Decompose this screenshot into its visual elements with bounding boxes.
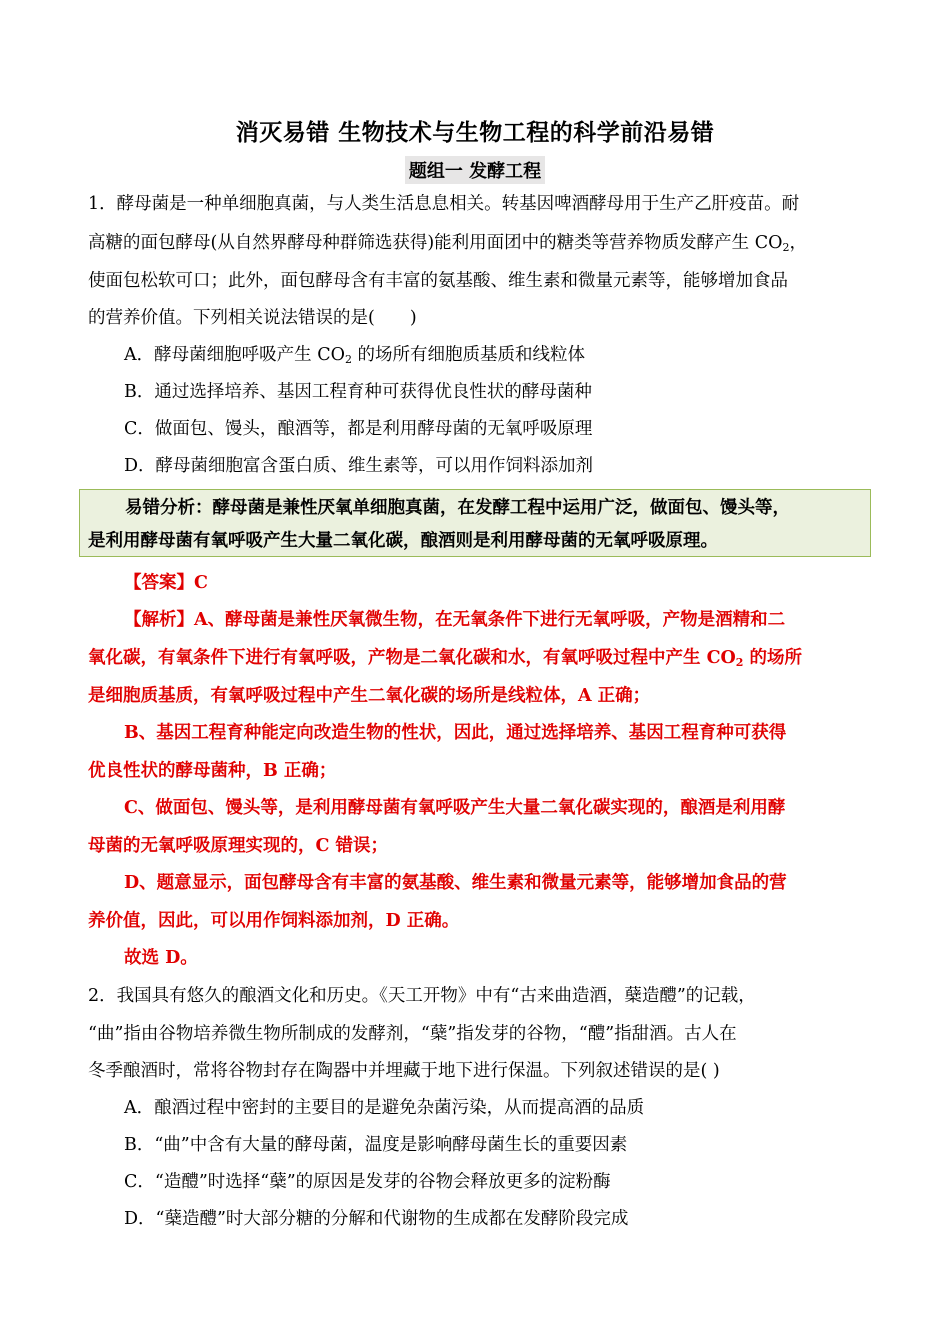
explanation-line-6: C、做面包、馒头等，是利用酵母菌有氧呼吸产生大量二氧化碳实现的，酿酒是利用酵 <box>124 798 786 818</box>
explanation-line-4: B、基因工程育种能定向改造生物的性状，因此，通过选择培养、基因工程育种可获得 <box>124 723 787 743</box>
analysis-line-2: 是利用酵母菌有氧呼吸产生大量二氧化碳，酿酒则是利用酵母菌的无氧呼吸原理。 <box>88 531 718 551</box>
q2-stem-line-1: 2．我国具有悠久的酿酒文化和历史。《天工开物》中有“古来曲造酒，蘖造醴”的记载， <box>88 986 756 1006</box>
explanation-line-2-sub: 2 <box>735 656 744 669</box>
q1-stem-line-2-text: 高糖的面包酵母(从自然界酵母种群筛选获得)能利用面团中的糖类等营养物质发酵产生 CO <box>88 233 783 253</box>
q2-option-d: D．“蘖造醴”时大部分糖的分解和代谢物的生成都在发酵阶段完成 <box>124 1209 629 1229</box>
explanation-line-2-tail: 的场所 <box>743 648 803 668</box>
explanation-line-5: 优良性状的酵母菌种，B 正确； <box>88 761 337 781</box>
q1-stem-line-2-tail: ， <box>789 233 807 253</box>
q2-stem-line-3: 冬季酿酒时，常将谷物封存在陶器中并埋藏于地下进行保温。下列叙述错误的是( ) <box>88 1061 720 1081</box>
explanation-line-8: D、题意显示，面包酵母含有丰富的氨基酸、维生素和微量元素等，能够增加食品的营 <box>124 873 787 893</box>
q2-stem-line-2: “曲”指由谷物培养微生物所制成的发酵剂，“蘖”指发芽的谷物，“醴”指甜酒。古人在 <box>88 1024 737 1044</box>
explanation-line-7: 母菌的无氧呼吸原理实现的，C 错误； <box>88 836 389 856</box>
q2-option-b: B．“曲”中含有大量的酵母菌，温度是影响酵母菌生长的重要因素 <box>124 1135 628 1155</box>
section-heading-text: 题组一 发酵工程 <box>405 156 545 184</box>
error-analysis-box <box>79 489 871 557</box>
analysis-line-1: 易错分析：酵母菌是兼性厌氧单细胞真菌，在发酵工程中运用广泛，做面包、馒头等， <box>125 498 790 518</box>
q1-stem-line-1: 1．酵母菌是一种单细胞真菌，与人类生活息息相关。转基因啤酒酵母用于生产乙肝疫苗。耐 <box>88 194 800 214</box>
explanation-line-3: 是细胞质基质，有氧呼吸过程中产生二氧化碳的场所是线粒体，A 正确； <box>88 686 651 706</box>
q1-option-a-tail: 的场所有细胞质基质和线粒体 <box>351 345 585 365</box>
q2-option-c: C．“造醴”时选择“蘖”的原因是发芽的谷物会释放更多的淀粉酶 <box>124 1172 611 1192</box>
explanation-line-10: 故选 D。 <box>124 948 198 968</box>
section-heading <box>0 156 950 184</box>
explanation-line-2-text: 氧化碳，有氧条件下进行有氧呼吸，产物是二氧化碳和水，有氧呼吸过程中产生 CO <box>88 648 736 668</box>
explanation-line-2 <box>88 645 858 671</box>
q1-option-a-text: A．酵母菌细胞呼吸产生 CO <box>124 345 345 365</box>
page-title: 消灭易错 生物技术与生物工程的科学前沿易错 <box>235 119 715 146</box>
q1-stem-line-2 <box>88 230 858 256</box>
explanation-line-9: 养价值，因此，可以用作饲料添加剂，D 正确。 <box>88 911 460 931</box>
q1-stem-line-2-sub: 2 <box>782 241 790 254</box>
q1-option-b: B．通过选择培养、基因工程育种可获得优良性状的酵母菌种 <box>124 382 592 402</box>
q1-option-c: C．做面包、馒头，酿酒等，都是利用酵母菌的无氧呼吸原理 <box>124 419 593 439</box>
q1-stem-line-3: 使面包松软可口；此外，面包酵母含有丰富的氨基酸、维生素和微量元素等，能够增加食品 <box>88 271 788 291</box>
q1-stem-line-4: 的营养价值。下列相关说法错误的是( ) <box>88 308 417 328</box>
q1-option-d: D．酵母菌细胞富含蛋白质、维生素等，可以用作饲料添加剂 <box>124 456 594 476</box>
explanation-line-1: 【解析】A、酵母菌是兼性厌氧微生物，在无氧条件下进行无氧呼吸，产物是酒精和二 <box>124 610 786 630</box>
q2-option-a: A．酿酒过程中密封的主要目的是避免杂菌污染，从而提高酒的品质 <box>124 1098 645 1118</box>
answer-line: 【答案】C <box>124 573 208 593</box>
q1-option-a <box>124 342 894 368</box>
q1-option-a-sub: 2 <box>344 353 352 366</box>
